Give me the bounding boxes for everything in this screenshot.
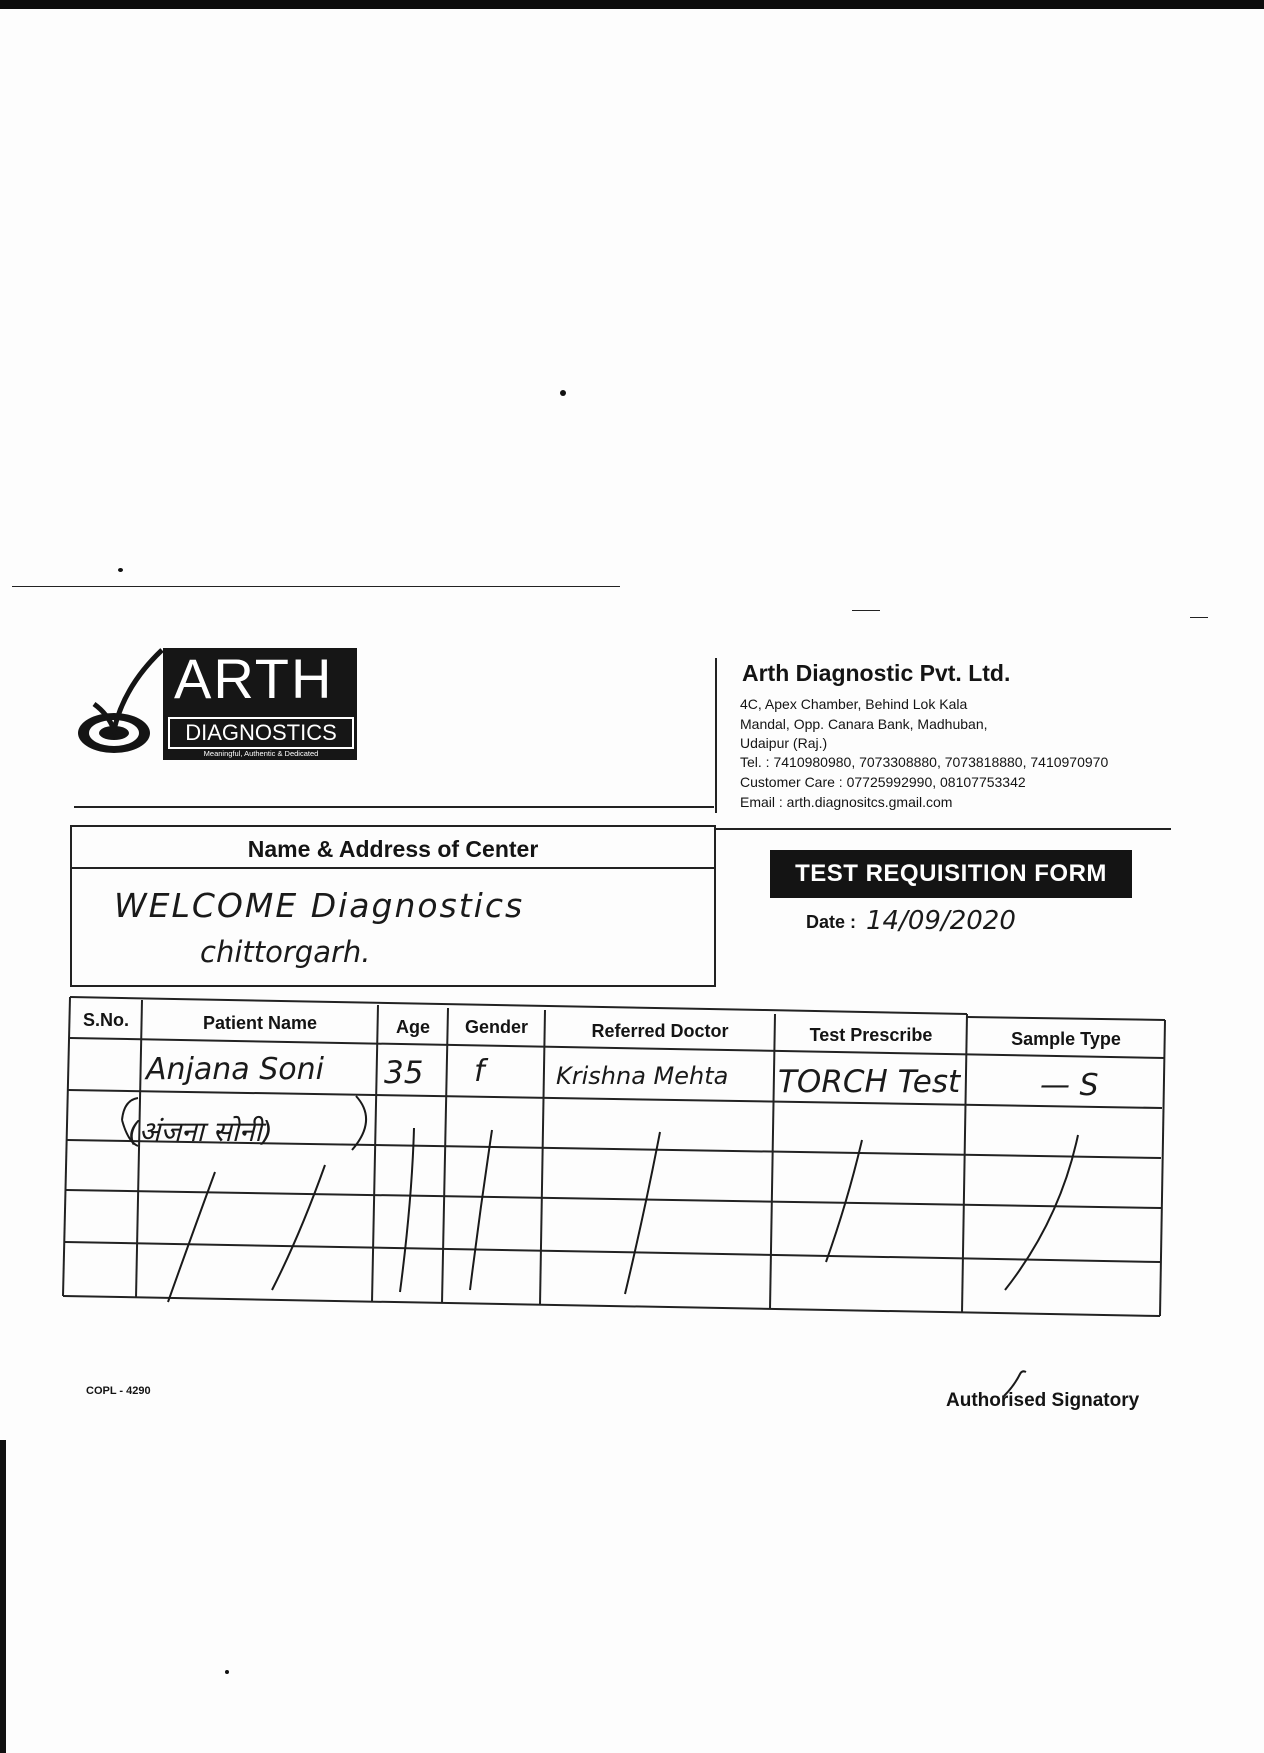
- company-address-line: Mandal, Opp. Canara Bank, Madhuban,: [740, 716, 988, 732]
- company-name: Arth Diagnostic Pvt. Ltd.: [742, 660, 1011, 686]
- patient-name-cell: Anjana Soni: [146, 1052, 324, 1087]
- signature-mark: [1000, 1368, 1040, 1400]
- center-name-handwritten: WELCOME Diagnostics: [114, 886, 525, 925]
- col-header-patient-name: Patient Name: [202, 1013, 318, 1033]
- col-header-age: Age: [395, 1017, 430, 1037]
- test-prescribe-cell: TORCH Test: [778, 1064, 961, 1100]
- age-cell: 35: [384, 1055, 424, 1091]
- company-address-line: 4C, Apex Chamber, Behind Lok Kala: [740, 696, 968, 712]
- authorised-signatory-label: Authorised Signatory: [946, 1390, 1140, 1411]
- center-heading: Name & Address of Center: [72, 827, 714, 869]
- center-city-handwritten: chittorgarh.: [200, 935, 371, 969]
- col-header-sample-type: Sample Type: [1011, 1029, 1121, 1049]
- date-value-handwritten: 14/09/2020: [866, 906, 1016, 936]
- logo-subtitle: DIAGNOSTICS: [168, 717, 354, 749]
- patient-name-hindi-cell: (अंजना सोनी): [128, 1115, 273, 1148]
- form-code: COPL - 4290: [86, 1385, 151, 1397]
- logo-tagline: Meaningful, Authentic & Dedicated: [203, 749, 319, 758]
- company-phone: Tel. : 7410980980, 7073308880, 7073818880, 7410970970: [740, 754, 1109, 770]
- form-title-badge: TEST REQUISITION FORM: [770, 850, 1132, 898]
- col-header-test-prescribe: Test Prescribe: [809, 1025, 933, 1045]
- logo-wordmark: ARTH: [174, 647, 334, 710]
- company-address-line: Udaipur (Raj.): [740, 735, 828, 751]
- company-customer-care: Customer Care : 07725992990, 08107753342: [740, 774, 1026, 790]
- referred-doctor-cell: Krishna Mehta: [556, 1062, 729, 1090]
- sample-type-cell: — S: [1040, 1068, 1099, 1103]
- col-header-referred-doctor: Referred Doctor: [591, 1021, 729, 1041]
- col-header-gender: Gender: [464, 1017, 529, 1037]
- col-header-sno: S.No.: [82, 1010, 129, 1030]
- company-email: Email : arth.diagnositcs.gmail.com: [740, 794, 953, 810]
- gender-cell: f: [474, 1054, 485, 1089]
- date-label: Date :: [806, 912, 857, 932]
